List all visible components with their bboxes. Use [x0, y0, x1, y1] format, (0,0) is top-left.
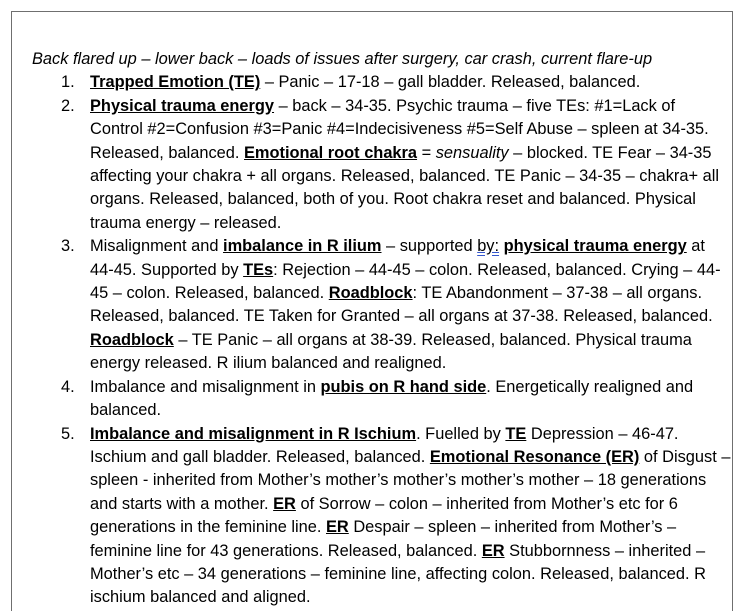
grammar-flagged-word: by:: [477, 237, 500, 256]
list-item-number: 2.: [61, 96, 75, 115]
text-run: =: [417, 143, 436, 162]
emphasized-term: Roadblock: [328, 284, 413, 303]
list-item-text: [90, 73, 640, 91]
text-run: – TE Panic – all organs at 38-39. Released, balanced. Physical trauma energy released. R ilium balanced and realigned.: [90, 330, 692, 373]
list-item-text: [90, 378, 693, 419]
list-item: [32, 95, 732, 235]
emphasized-term: Trapped Emotion (TE): [90, 73, 261, 92]
text-run: of Disgust – spleen - inherited from Mother’s mother’s mother’s mother’s mother – 18 generations and starts with a mother.: [90, 447, 731, 513]
list-item: [32, 235, 732, 375]
list-item: [32, 376, 732, 423]
emphasized-term: imbalance in R ilium: [223, 237, 382, 256]
list-item-number: 3.: [61, 237, 75, 256]
text-run: Imbalance and misalignment in: [90, 377, 321, 396]
emphasized-term: TE: [505, 424, 527, 443]
emphasized-term: Imbalance and misalignment in R Ischium: [90, 424, 417, 443]
text-run: Despair – spleen – inherited from Mother’s – feminine line for 43 generations. Released, balanced.: [90, 518, 677, 560]
emphasized-term: pubis on R hand side: [320, 377, 487, 396]
text-run: : Rejection – 44-45 – colon. Released, balanced. Crying – 44-45 – colon. Released, balanced.: [90, 260, 721, 303]
emphasized-term: TEs: [243, 260, 274, 279]
emphasized-term: Emotional root chakra: [244, 143, 418, 162]
list-item-number: 4.: [61, 377, 75, 396]
text-run: : TE Abandonment – 37-38 – all organs. Released, balanced. TE Taken for Granted – all organs at 37-38. Released, balanced.: [90, 284, 713, 326]
emphasized-term: ER: [273, 494, 296, 513]
text-run: Depression – 46-47. Ischium and gall bladder. Released, balanced.: [90, 424, 679, 466]
text-run: of Sorrow – colon – inherited from Mother’s etc for 6 generations in the feminine line.: [90, 494, 678, 537]
text-run: at 44-45. Supported by: [90, 237, 705, 279]
text-run: – Panic – 17-18 – gall bladder. Released, balanced.: [260, 73, 641, 92]
text-run: Misalignment and: [90, 237, 224, 256]
emphasized-term: ER: [326, 518, 349, 537]
emphasized-term: ER: [481, 541, 505, 560]
document-page: [11, 11, 733, 611]
text-run: – blocked. TE Fear – 34-35 affecting your chakra + all organs. Released, balanced. TE Panic – 34-35 – chakra+ all organs. Released, balanced, both of you. Root chakra reset and balanced. Physical trauma energy – released.: [90, 143, 719, 232]
emphasized-term: Emotional Resonance (ER): [429, 447, 640, 466]
list-item: [32, 423, 732, 610]
list-item-text: [90, 237, 721, 372]
list-item: [32, 71, 732, 94]
emphasized-term: Roadblock: [90, 330, 174, 349]
italic-term: sensuality: [435, 143, 509, 162]
emphasized-term: physical trauma energy: [503, 237, 687, 256]
text-run: – supported: [381, 237, 478, 256]
list-item-text: [90, 425, 730, 607]
intro-line: Back flared up – lower back – loads of issues after surgery, car crash, current flare-up: [32, 50, 653, 68]
list-item-number: 5.: [61, 424, 75, 443]
text-run: Stubbornness – inherited – Mother’s etc – 34 generations – feminine line, affecting colon. Released, balanced. R ischium balanced and aligned.: [90, 541, 706, 607]
list-item-text: [90, 97, 719, 232]
text-run: – back – 34-35. Psychic trauma – five TEs: #1=Lack of Control #2=Confusion #3=Panic #4=Indecisiveness #5=Self Abuse – spleen at 34-35. Released, balanced.: [90, 96, 709, 162]
text-run: . Fuelled by: [416, 424, 506, 443]
numbered-list: [32, 71, 732, 609]
text-run: . Energetically realigned and balanced.: [90, 377, 694, 420]
document-body: [32, 48, 732, 610]
list-item-number: 1.: [61, 73, 75, 92]
emphasized-term: Physical trauma energy: [90, 96, 275, 115]
